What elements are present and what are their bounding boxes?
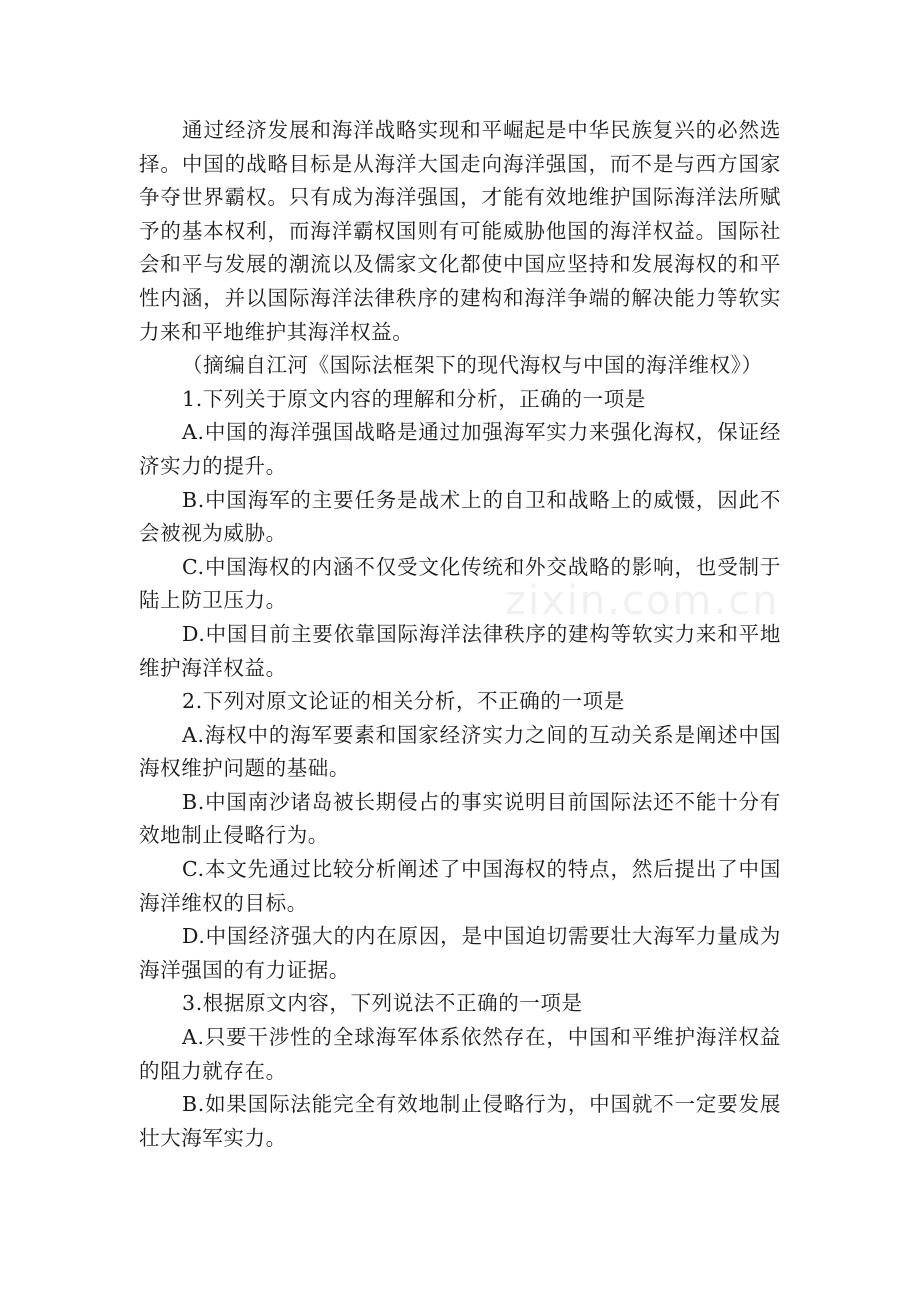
question-2-stem: 2.下列对原文论证的相关分析，不正确的一项是: [182, 689, 625, 714]
question-3-option-b: B.如果国际法能完全有效地制止侵略行为，中国就不一定要发展壮大海军实力。: [139, 1092, 781, 1150]
question-1-option-d: D.中国目前主要依靠国际海洋法律秩序的建构等软实力来和平地维护海洋权益。: [139, 621, 781, 680]
source-citation: （摘编自江河《国际法框架下的现代海权与中国的海洋维权》）: [182, 353, 763, 378]
question-2-option-a: A.海权中的海军要素和国家经济实力之间的互动关系是阐述中国海权维护问题的基础。: [139, 722, 781, 781]
passage-paragraph: 通过经济发展和海洋战略实现和平崛起是中华民族复兴的必然选择。中国的战略目标是从海洋大国走向海洋强国，而不是与西方国家争夺世界霸权。只有成为海洋强国，才能有效地维护国际海洋法所赋予的基本权利，而海洋霸权国则有可能威胁他国的海洋权益。国际社会和平与发展的潮流以及儒家文化都使中国应坚持和发展海权的和平性内涵，并以国际海洋法律秩序的建构和海洋争端的解决能力等软实力来和平地维护其海洋权益。: [139, 118, 781, 344]
question-1-stem: 1.下列关于原文内容的理解和分析，正确的一项是: [182, 386, 646, 411]
document-body: [139, 114, 781, 1155]
question-1-option-a: A.中国的海洋强国战略是通过加强海军实力来强化海权，保证经济实力的提升。: [139, 420, 781, 478]
question-2-option-c: C.本文先通过比较分析阐述了中国海权的特点，然后提出了中国海洋维权的目标。: [139, 857, 781, 915]
question-3-option-a: A.只要干涉性的全球海军体系依然存在，中国和平维护海洋权益的阻力就存在。: [139, 1025, 781, 1083]
watermark: zixin.com.cn: [505, 578, 780, 624]
question-3-stem: 3.根据原文内容，下列说法不正确的一项是: [182, 991, 583, 1016]
question-2-option-d: D.中国经济强大的内在原因，是中国迫切需要壮大海军力量成为海洋强国的有力证据。: [139, 924, 781, 982]
question-1-option-b: B.中国海军的主要任务是战术上的自卫和战略上的威慑，因此不会被视为威胁。: [139, 487, 781, 546]
question-1-option-c: C.中国海权的内涵不仅受文化传统和外交战略的影响，也受制于陆上防卫压力。: [139, 554, 781, 613]
question-2-option-b: B.中国南沙诸岛被长期侵占的事实说明目前国际法还不能十分有效地制止侵略行为。: [139, 789, 781, 848]
